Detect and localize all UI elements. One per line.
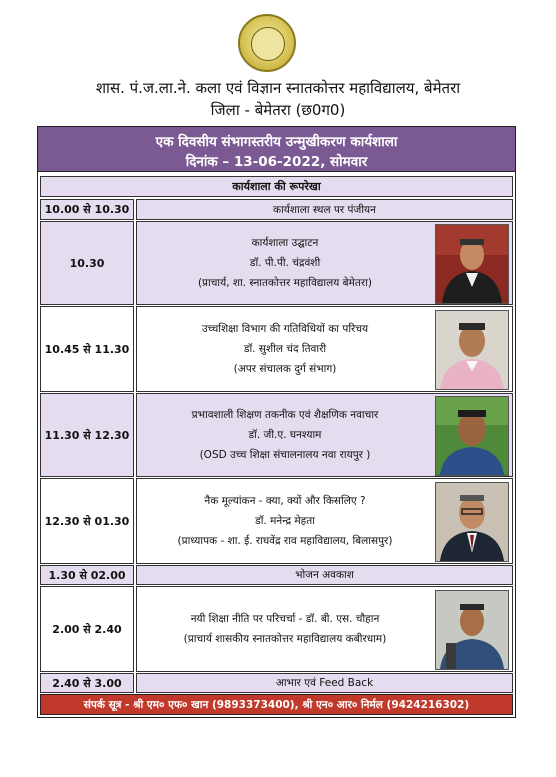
session-title: नयी शिक्षा नीति पर परिचर्चा - डॉ. बी. एस. चौहान [190,613,380,625]
college-name: शास. पं.ज.ला.ने. कला एवं विज्ञान स्नातकोत्तर महाविद्यालय, बेमेतरा [95,79,461,97]
row-content [136,565,513,585]
speaker-name: डॉ. सुशील चंद तिवारी [243,343,327,355]
row-content [136,306,513,392]
speaker-photo-4 [435,482,509,562]
schedule-row [40,673,513,693]
workshop-title: एक दिवसीय संभागस्तरीय उन्मुखीकरण कार्यशाला [155,134,398,150]
title-banner [37,126,516,172]
workshop-date: दिनांक – 13-06-2022, सोमवार [185,154,368,170]
speaker-designation: (OSD उच्च शिक्षा संचालनालय नवा रायपुर ) [199,449,371,461]
speaker-designation: (प्राध्यापक - शा. ई. राघवेंद्र राव महाविद्यालय, बिलासपुर) [177,535,393,547]
row-text: कार्यशाला स्थल पर पंजीयन [273,203,376,216]
row-time: 1.30 से 02.00 [40,565,134,585]
speaker-photo-5 [435,590,509,670]
speaker-designation: (अपर संचालक दुर्ग संभाग) [233,363,337,375]
row-content [136,478,513,564]
speaker-photo-3 [435,396,509,476]
row-time: 10.00 से 10.30 [40,199,134,220]
row-time: 2.00 से 2.40 [40,586,134,672]
row-time: 2.40 से 3.00 [40,673,134,693]
schedule-row [40,306,513,392]
speaker-designation: (प्राचार्य शासकीय स्नातकोत्तर महाविद्यालय कबीरधाम) [183,633,387,645]
row-content [136,393,513,477]
row-content [136,199,513,220]
schedule-row [40,393,513,477]
speaker-photo-1 [435,224,509,304]
schedule-row [40,478,513,564]
row-content [136,673,513,693]
speaker-name: डॉ. जी.ए. घनश्याम [248,429,322,441]
contact-footer: संपर्क सूत्र - श्री एम० एफ० खान (9893373400), श्री एन० आर० निर्मल (9424216302) [40,694,513,715]
schedule-row [40,586,513,672]
row-content [136,221,513,305]
session-title: कार्यशाला उद्घाटन [251,237,319,249]
schedule-row [40,199,513,220]
session-title: नैक मूल्यांकन - क्या, क्यों और किसलिए ? [204,495,366,507]
row-time: 11.30 से 12.30 [40,393,134,477]
row-time: 10.45 से 11.30 [40,306,134,392]
outline-heading: कार्यशाला की रूपरेखा [40,176,513,197]
row-text: आभार एवं Feed Back [275,677,374,689]
speaker-designation: (प्राचार्य, शा. स्नातकोत्तर महाविद्यालय बेमेतरा) [197,277,373,289]
row-text: भोजन अवकाश [295,569,354,581]
speaker-name: डॉ. मनेन्द्र मेहता [255,515,315,527]
speaker-name: डॉ. पी.पी. चंद्रवंशी [249,257,321,269]
college-seal-icon [238,14,296,72]
district-name: जिला - बेमेतरा (छ0ग0) [210,101,346,119]
session-title: प्रभावशाली शिक्षण तकनीक एवं शैक्षणिक नवाचार [191,409,379,421]
session-title: उच्चशिक्षा विभाग की गतिविधियों का परिचय [201,323,369,335]
row-time: 12.30 से 01.30 [40,478,134,564]
speaker-photo-2 [435,310,509,390]
row-time: 10.30 [40,221,134,305]
schedule-row [40,565,513,585]
row-content [136,586,513,672]
schedule-row [40,221,513,305]
